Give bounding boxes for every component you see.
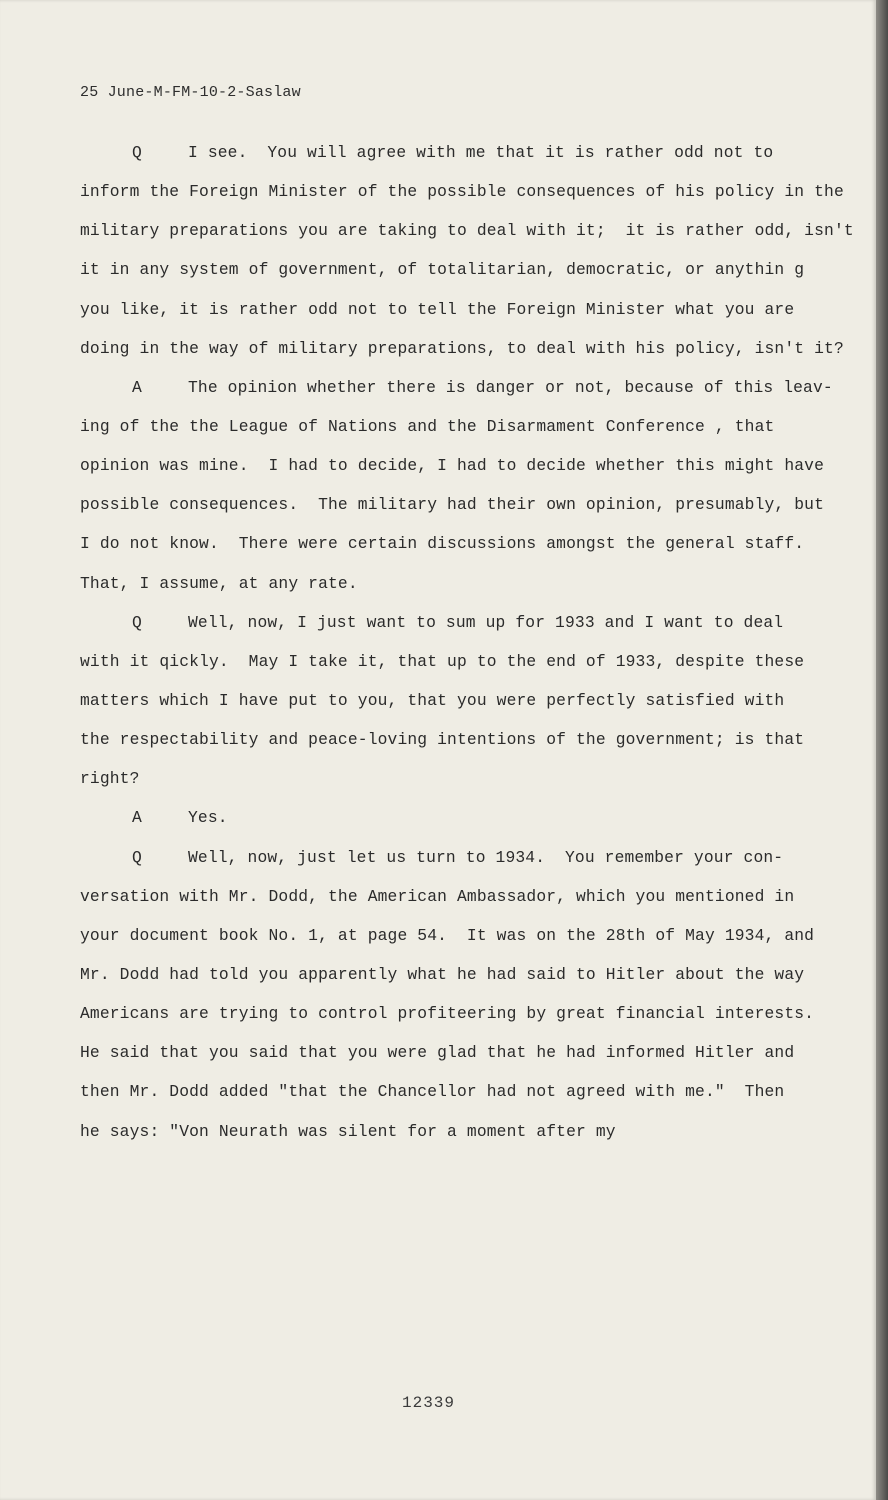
transcript-line: right?: [80, 769, 140, 789]
transcript-line: then Mr. Dodd added "that the Chancellor had not agreed with me." Then: [80, 1082, 785, 1102]
transcript-line: [80, 377, 840, 416]
transcript-line: with it qickly. May I take it, that up to the end of 1933, despite these: [80, 651, 805, 671]
page-number: 12339: [402, 1394, 456, 1412]
transcript-line: you like, it is rather odd not to tell the Foreign Minister what you are: [80, 299, 795, 319]
transcript-line: [80, 847, 840, 886]
transcript-line: inform the Foreign Minister of the possible consequences of his policy in the: [80, 182, 844, 202]
line-text: I see. You will agree with me that it is rather odd not to: [188, 143, 774, 162]
transcript-line: possible consequences. The military had their own opinion, presumably, but: [80, 495, 825, 515]
transcript-line: it in any system of government, of totalitarian, democratic, or anythin g: [80, 260, 805, 280]
transcript-line: [80, 142, 840, 181]
transcript-line: the respectability and peace-loving intentions of the government; is that: [80, 730, 805, 750]
transcript-body: [80, 142, 854, 1160]
line-text: Well, now, I just want to sum up for 1933 and I want to deal: [188, 612, 784, 632]
transcript-line: Mr. Dodd had told you apparently what he had said to Hitler about the way: [80, 964, 805, 984]
transcript-line: [80, 807, 840, 846]
speaker-label: Q: [132, 612, 142, 632]
transcript-line: He said that you said that you were glad that he had informed Hitler and: [80, 1043, 795, 1063]
transcript-line: your document book No. 1, at page 54. It was on the 28th of May 1934, and: [80, 925, 815, 945]
transcript-line: versation with Mr. Dodd, the American Ambassador, which you mentioned in: [80, 886, 795, 906]
transcript-line: he says: "Von Neurath was silent for a moment after my: [80, 1121, 616, 1141]
transcript-line: That, I assume, at any rate.: [80, 573, 358, 593]
transcript-line: ing of the the League of Nations and the Disarmament Conference , that: [80, 416, 775, 436]
transcript-line: I do not know. There were certain discussions amongst the general staff.: [80, 534, 805, 554]
speaker-label: Q: [132, 143, 142, 162]
speaker-label: A: [132, 377, 142, 397]
line-text: The opinion whether there is danger or not, because of this leav-: [188, 377, 833, 397]
speaker-label: Q: [132, 847, 142, 867]
line-text: Well, now, just let us turn to 1934. You remember your con-: [188, 847, 784, 867]
transcript-line: doing in the way of military preparations, to deal with his policy, isn't it?: [80, 338, 844, 358]
line-text: Yes.: [188, 808, 228, 828]
page-edge: [876, 0, 888, 1500]
transcript-line: Americans are trying to control profiteering by great financial interests.: [80, 1004, 815, 1024]
transcript-line: military preparations you are taking to deal with it; it is rather odd, isn't: [80, 221, 854, 241]
transcript-line: matters which I have put to you, that you were perfectly satisfied with: [80, 690, 785, 710]
speaker-label: A: [132, 808, 142, 828]
page-header: 25 June-M-FM-10-2-Saslaw: [80, 84, 301, 101]
transcript-line: opinion was mine. I had to decide, I had to decide whether this might have: [80, 456, 825, 476]
transcript-line: [80, 612, 840, 651]
